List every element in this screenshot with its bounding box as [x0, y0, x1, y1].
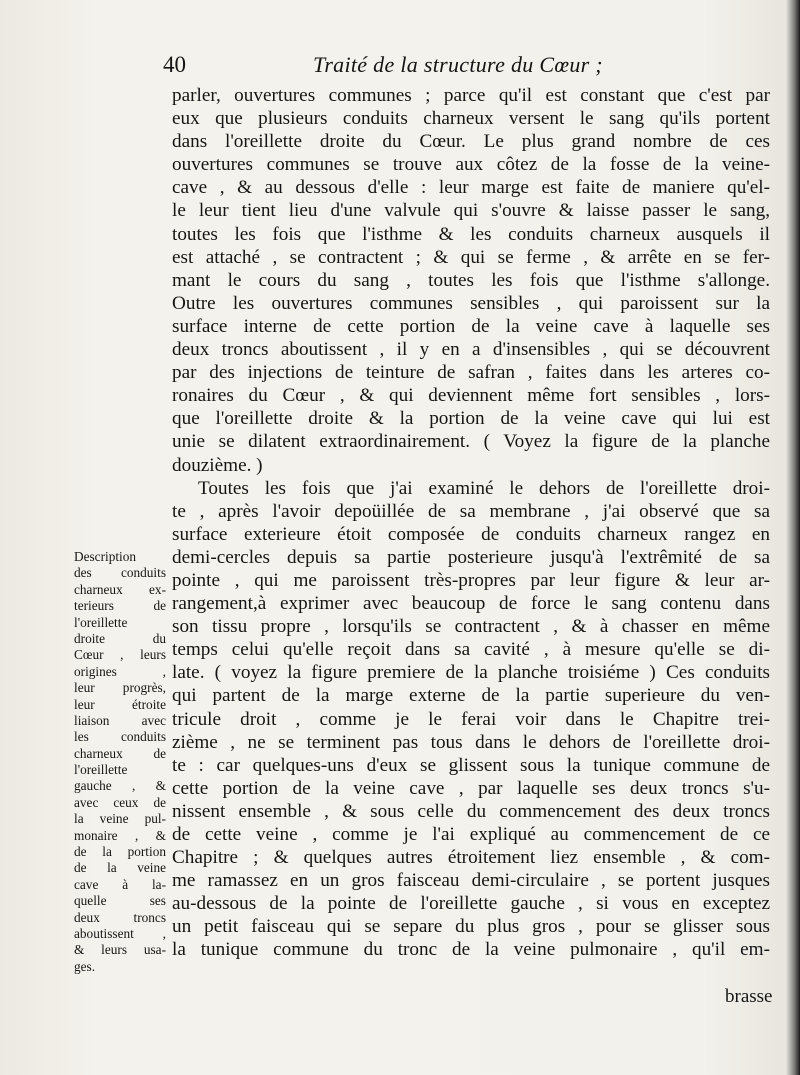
margin-note-line: liaison avec — [74, 712, 166, 728]
margin-note-line: de la veine — [74, 860, 166, 876]
text-line: toutes les fois que l'isthme & les conduits charneux ausquels il — [172, 223, 770, 245]
text-line: douzième. ) — [172, 454, 263, 476]
margin-note-line: les conduits — [74, 729, 166, 745]
margin-note-line: ges. — [74, 958, 96, 974]
text-line: la tunique commune du tronc de la veine pulmonaire , qu'il em- — [172, 939, 770, 961]
text-line: au-dessous de la pointe de l'oreillette gauche , si vous en exceptez — [172, 893, 770, 915]
paragraph-1 — [172, 84, 770, 477]
text-line: ronaires du Cœur , & qui deviennent même fort sensibles , lors- — [172, 385, 770, 407]
text-line: son tissu propre , lorsqu'ils se contractent , & à chasser en même — [172, 616, 770, 638]
margin-note-line: monaire , & — [74, 827, 166, 843]
margin-note-line: deux troncs — [74, 909, 166, 925]
text-line: nissent ensemble , & sous celle du commencement des deux troncs — [172, 800, 770, 822]
margin-note-line: avec ceux de — [74, 794, 166, 810]
text-line: qui partent de la marge externe de la partie superieure du ven- — [172, 685, 770, 707]
text-line: me ramassez en un gros faisceau demi-circulaire , se portent jusques — [172, 870, 770, 892]
text-line: cette portion de la veine cave , par laquelle ses deux troncs s'u- — [172, 777, 770, 799]
text-line: dans l'oreillette droite du Cœur. Le plus grand nombre de ces — [172, 131, 770, 153]
text-line: deux troncs aboutissent , il y en a d'insensibles , qui se découvrent — [172, 339, 770, 361]
margin-note-line: quelle ses — [74, 893, 166, 909]
margin-note-line: cave à la- — [74, 876, 166, 892]
margin-note-line: gauche , & — [74, 778, 166, 794]
page-header — [163, 48, 773, 84]
text-line: par des injections de teinture de safran , faites dans les arteres co- — [172, 362, 770, 384]
margin-note-line: leur étroite — [74, 696, 166, 712]
text-line: ouvertures communes se trouve aux côtez de la fosse de la veine- — [172, 154, 770, 176]
text-line: parler, ouvertures communes ; parce qu'il est constant que c'est par — [172, 85, 770, 106]
margin-note-line: origines , — [74, 663, 166, 679]
margin-note-line: l'oreillette — [74, 762, 128, 778]
text-line: tricule droit , comme je le ferai voir dans le Chapitre trei- — [172, 708, 770, 730]
page-edge-shadow — [786, 0, 800, 1075]
text-line: que l'oreillette droite & la portion de la veine cave qui lui est — [172, 408, 770, 430]
margin-note-line: de la portion — [74, 844, 166, 860]
text-line: surface interne de cette portion de la veine cave à laquelle ses — [172, 315, 770, 337]
text-line: pointe , qui me paroissent très-propres par leur figure & leur ar- — [172, 569, 770, 591]
catchword: brasse — [725, 986, 773, 1007]
page-number: 40 — [163, 52, 186, 77]
text-line: Chapitre ; & quelques autres étroitement liez ensemble , & com- — [172, 847, 770, 869]
margin-note-line: charneux de — [74, 745, 166, 761]
text-line: le leur tient lieu d'une valvule qui s'ouvre & laisse passer le sang, — [172, 200, 770, 222]
text-line: est attaché , se contractent ; & qui se ferme , & arrête en se fer- — [172, 246, 770, 268]
margin-note-line: aboutissent , — [74, 925, 166, 941]
text-line: cave , & au dessous d'elle : leur marge est faite de maniere qu'el- — [172, 177, 770, 199]
text-line: demi-cercles depuis sa partie posterieure jusqu'à l'extrêmité de sa — [172, 546, 770, 568]
text-line: eux que plusieurs conduits charneux versent le sang qu'ils portent — [172, 108, 770, 130]
margin-note-line: leur progrès, — [74, 680, 166, 696]
margin-note-line: Description — [74, 549, 137, 564]
text-line: te , après l'avoir depoüillée de sa membrane , j'ai observé que sa — [172, 500, 770, 522]
text-line: un petit faisceau qui se separe du plus gros , pour se glisser sous — [172, 916, 770, 938]
text-line: late. ( voyez la figure premiere de la planche troisiéme ) Ces conduits — [172, 662, 770, 684]
margin-note-line: & leurs usa- — [74, 942, 166, 958]
text-line: Toutes les fois que j'ai examiné le dehors de l'oreillette droi- — [198, 477, 770, 499]
text-line: temps celui qu'elle reçoit dans sa cavité , à mesure qu'elle se di- — [172, 639, 770, 661]
text-line: mant le cours du sang , toutes les fois que l'isthme s'allonge. — [172, 269, 770, 291]
margin-note-line: des conduits — [74, 565, 166, 581]
running-title: Traité de la structure du Cœur ; — [313, 52, 603, 77]
main-text — [172, 84, 770, 962]
text-line: unie se dilatent extraordinairement. ( Voyez la figure de la planche — [172, 431, 770, 453]
margin-note-line: charneux ex- — [74, 581, 166, 597]
text-line: rangement,à exprimer avec beaucoup de force le sang contenu dans — [172, 593, 770, 615]
text-line: Outre les ouvertures communes sensibles , qui paroissent sur la — [172, 292, 770, 314]
text-line: te : car quelques-uns d'eux se glissent sous la tunique commune de — [172, 754, 770, 776]
margin-note-line: terieurs de — [74, 598, 166, 614]
margin-note-line: l'oreillette — [74, 614, 128, 630]
text-line: de cette veine , comme je l'ai expliqué au commencement de ce — [172, 824, 770, 845]
text-line: surface exterieure étoit composée de conduits charneux rangez en — [172, 523, 770, 545]
text-line: zième , ne se terminent pas tous dans le dehors de l'oreillette droi- — [172, 731, 770, 753]
paragraph-2 — [172, 477, 770, 962]
margin-note-line: la veine pul- — [74, 811, 166, 827]
margin-note-line: droite du — [74, 630, 166, 646]
margin-note — [74, 549, 166, 975]
margin-note-line: Cœur , leurs — [74, 647, 166, 663]
